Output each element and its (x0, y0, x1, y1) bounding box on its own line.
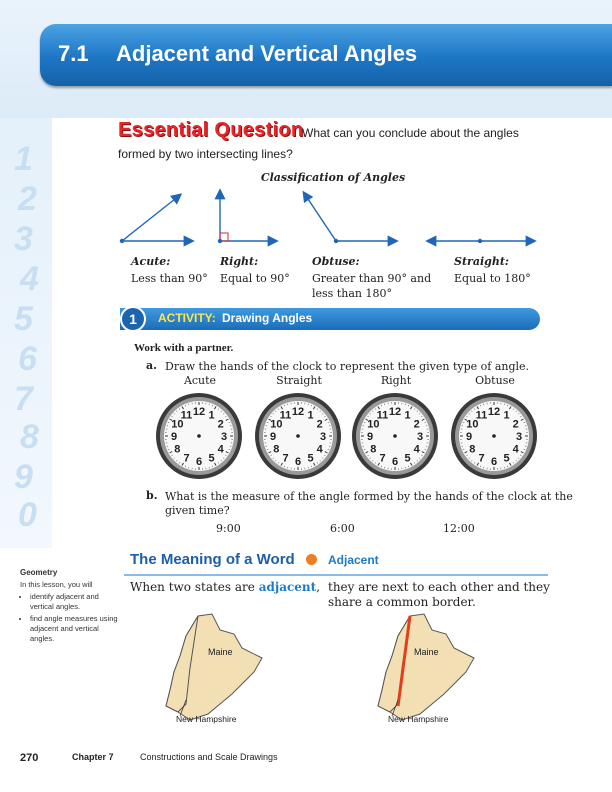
clock-number: 4 (512, 443, 519, 456)
straight-angle-diagram (428, 239, 534, 243)
acute-angle-diagram (120, 195, 192, 243)
clock-number: 10 (367, 418, 380, 431)
meaning-word: Adjacent (328, 553, 379, 567)
sentence-a-suffix: , (316, 580, 321, 594)
clock-face (351, 392, 439, 480)
sentence-a-prefix: When two states are (130, 580, 259, 594)
sidebar-bullet: • identify adjacent and vertical angles. (30, 592, 118, 612)
activity-word: ACTIVITY: (158, 311, 216, 325)
lesson-banner (40, 24, 612, 86)
clock-label-straight: Straight (276, 374, 322, 387)
clock-number: 11 (475, 409, 488, 422)
clock-number: 8 (469, 443, 476, 456)
strip-digit: 4 (20, 260, 39, 298)
clock-number: 7 (183, 452, 190, 465)
right-name: Right: (220, 255, 259, 268)
clock-number: 2 (316, 418, 323, 431)
sidebar-list (20, 592, 118, 644)
right-desc: Equal to 90° (220, 272, 290, 285)
map-left (150, 608, 300, 728)
clock-number: 7 (379, 452, 386, 465)
clock-number: 10 (171, 418, 184, 431)
sentence-b-line2: share a common border. (328, 595, 476, 609)
strip-digit: 5 (14, 300, 33, 338)
footer-title: Constructions and Scale Drawings (140, 752, 278, 762)
acute-desc: Less than 90° (131, 272, 208, 285)
map-left-nh: New Hampshire (176, 714, 237, 724)
clock-number: 11 (180, 409, 193, 422)
essential-question-text: What can you conclude about the angles (302, 126, 519, 140)
map-right-maine: Maine (414, 647, 439, 657)
clock-number: 3 (319, 431, 327, 443)
clock-number: 2 (413, 418, 420, 431)
clock-number: 6 (490, 456, 498, 468)
obtuse-name: Obtuse: (312, 255, 360, 268)
clock-number: 1 (404, 409, 411, 422)
clock-number: 5 (404, 452, 411, 465)
work-with-partner: Work with a partner. (134, 342, 234, 354)
clock-acute[interactable] (155, 392, 243, 484)
item-b-text-line1: What is the measure of the angle formed by the hands of the clock at the (165, 490, 573, 503)
angle-diagrams (110, 185, 560, 255)
meaning-of-word-title: The Meaning of a Word (130, 551, 295, 568)
clock-number: 6 (391, 456, 399, 468)
strip-digit: 1 (14, 140, 33, 178)
essential-question-text-line2: formed by two intersecting lines? (118, 147, 293, 161)
footer-chapter: Chapter 7 (72, 752, 114, 762)
item-a-text: Draw the hands of the clock to represent the given type of angle. (165, 360, 530, 373)
clock-label-acute: Acute (183, 374, 217, 387)
clock-number: 4 (316, 443, 323, 456)
meaning-rule (124, 574, 548, 576)
clock-number: 3 (515, 431, 523, 443)
clock-number: 7 (478, 452, 485, 465)
sentence-a (130, 580, 320, 594)
clock-right[interactable] (351, 392, 439, 484)
clock-number: 9 (170, 431, 178, 443)
clock-number: 1 (307, 409, 314, 422)
map-right (362, 608, 512, 728)
clock-number: 10 (270, 418, 283, 431)
classification-title: Classification of Angles (260, 171, 406, 184)
clock-number: 9 (366, 431, 374, 443)
clock-center (492, 434, 496, 438)
strip-digit: 2 (18, 180, 37, 218)
clock-face (254, 392, 342, 480)
sidebar-heading: Geometry (20, 568, 58, 577)
acute-name: Acute: (131, 255, 171, 268)
clock-center (197, 434, 201, 438)
clock-number: 5 (503, 452, 510, 465)
clock-number: 6 (195, 456, 203, 468)
clock-number: 3 (416, 431, 424, 443)
clock-number: 3 (220, 431, 228, 443)
time-6: 6:00 (330, 522, 355, 535)
orange-dot-icon (306, 554, 317, 565)
item-a-letter: a. (146, 359, 157, 372)
clock-number: 6 (294, 456, 302, 468)
strip-digit: 9 (14, 458, 33, 496)
lesson-sidebar (20, 568, 118, 646)
clock-number: 12 (388, 406, 402, 418)
clock-number: 2 (512, 418, 519, 431)
clock-number: 1 (208, 409, 215, 422)
strip-digit: 8 (20, 418, 39, 456)
clock-number: 11 (279, 409, 292, 422)
straight-desc: Equal to 180° (454, 272, 531, 285)
obtuse-angle-diagram (304, 193, 396, 243)
essential-question-label: Essential Question (118, 119, 304, 141)
strip-digit: 3 (14, 220, 33, 258)
strip-digit: 6 (18, 340, 37, 378)
clock-number: 5 (208, 452, 215, 465)
clock-number: 4 (217, 443, 224, 456)
obtuse-desc-line2: less than 180° (312, 287, 392, 300)
clock-face (450, 392, 538, 480)
clock-number: 4 (413, 443, 420, 456)
clock-number: 11 (376, 409, 389, 422)
clock-face (155, 392, 243, 480)
clock-number: 8 (273, 443, 280, 456)
clock-number: 12 (192, 406, 206, 418)
clock-label-right: Right (380, 374, 412, 387)
clock-number: 12 (487, 406, 501, 418)
sentence-b-line1: they are next to each other and they (328, 580, 550, 594)
item-b-text-line2: given time? (165, 504, 230, 517)
strip-digit: 0 (18, 496, 37, 534)
right-angle-diagram (218, 191, 276, 243)
clock-number: 9 (269, 431, 277, 443)
clock-number: 9 (465, 431, 473, 443)
clock-center (296, 434, 300, 438)
clock-number: 2 (217, 418, 224, 431)
clock-number: 8 (174, 443, 181, 456)
obtuse-desc-line1: Greater than 90° and (312, 272, 432, 285)
activity-number: 1 (120, 306, 146, 332)
clock-label-obtuse: Obtuse (475, 374, 515, 387)
time-9: 9:00 (216, 522, 241, 535)
clock-number: 8 (370, 443, 377, 456)
straight-name: Straight: (454, 255, 509, 268)
clock-center (393, 434, 397, 438)
time-12: 12:00 (443, 522, 475, 535)
sidebar-bullet: • find angle measures using adjacent and vertical angles. (30, 614, 118, 644)
clock-straight[interactable] (254, 392, 342, 484)
section-number: 7.1 (58, 41, 89, 66)
clock-number: 12 (291, 406, 305, 418)
clock-number: 7 (282, 452, 289, 465)
clock-number: 1 (503, 409, 510, 422)
clock-number: 5 (307, 452, 314, 465)
item-b-letter: b. (146, 489, 158, 502)
digit-strip (0, 118, 52, 548)
map-left-maine: Maine (208, 647, 233, 657)
activity-name: Drawing Angles (222, 311, 313, 325)
clock-obtuse[interactable] (450, 392, 538, 484)
page-number: 270 (20, 752, 39, 764)
sentence-a-word: adjacent (258, 580, 317, 594)
strip-digit: 7 (14, 380, 33, 418)
lesson-title: Adjacent and Vertical Angles (116, 41, 418, 66)
sidebar-intro: In this lesson, you will (20, 580, 93, 589)
clock-number: 10 (466, 418, 479, 431)
map-right-nh: New Hampshire (388, 714, 449, 724)
